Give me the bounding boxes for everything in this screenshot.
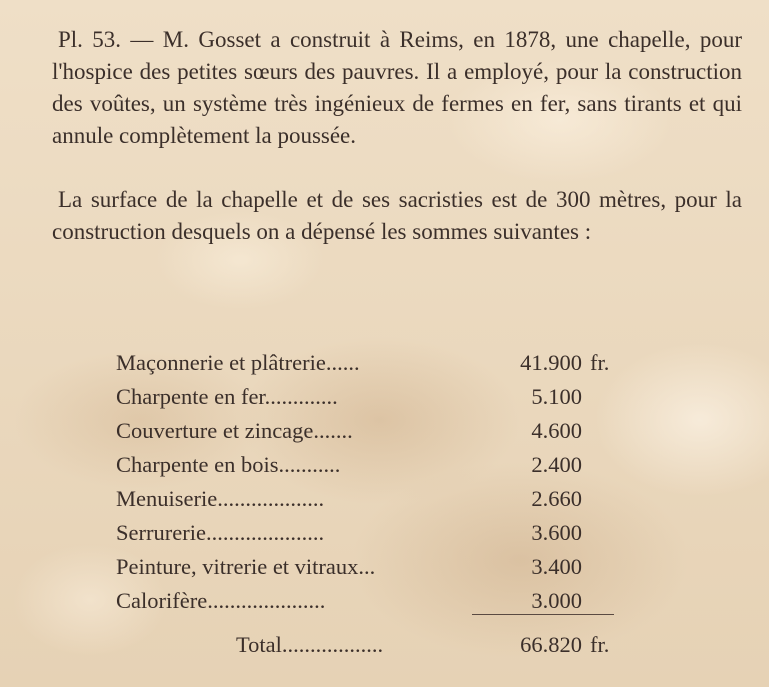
cost-label: Menuiserie................... — [116, 486, 325, 511]
cost-label: Serrurerie..................... — [116, 520, 325, 545]
cost-amount: 3.400 — [531, 554, 582, 579]
cost-amount: 5.100 — [531, 384, 582, 409]
cost-row — [116, 414, 636, 448]
cost-row — [116, 482, 636, 516]
total-amount: 66.820 — [520, 632, 582, 657]
cost-row — [116, 516, 636, 550]
cost-row — [116, 584, 636, 618]
cost-label: Peinture, vitrerie et vitraux... — [116, 554, 376, 579]
cost-label: Charpente en bois........... — [116, 452, 341, 477]
paragraph-description: Pl. 53. — M. Gosset a construit à Reims, en 1878, une chapelle, pour l'hospice des petites sœurs des pauvres. Il a employé, pour la construction des voûtes, un système très ingénieux de fermes en fer, sans tirants et qui annule complètement la poussée. — [52, 27, 742, 148]
sum-rule — [472, 614, 614, 615]
paragraph-surface: La surface de la chapelle et de ses sacristies est de 300 mètres, pour la construction desquels on a dépensé les sommes suivantes : — [52, 187, 742, 244]
cost-row — [116, 550, 636, 584]
total-label: Total.................. — [236, 632, 384, 657]
cost-label: Couverture et zincage....... — [116, 418, 353, 443]
cost-label: Charpente en fer............. — [116, 384, 338, 409]
cost-amount: 2.660 — [531, 486, 582, 511]
cost-list — [116, 346, 636, 618]
cost-amount: 3.000 — [531, 588, 582, 613]
cost-amount: 3.600 — [531, 520, 582, 545]
cost-label: Calorifère..................... — [116, 588, 326, 613]
cost-row — [116, 448, 636, 482]
cost-unit: fr. — [590, 350, 610, 375]
cost-label: Maçonnerie et plâtrerie...... — [116, 350, 360, 375]
total-row — [236, 628, 656, 662]
cost-row — [116, 346, 636, 380]
cost-row — [116, 380, 636, 414]
cost-amount: 2.400 — [531, 452, 582, 477]
cost-amount: 4.600 — [531, 418, 582, 443]
total-unit: fr. — [590, 632, 610, 657]
cost-amount: 41.900 — [520, 350, 582, 375]
